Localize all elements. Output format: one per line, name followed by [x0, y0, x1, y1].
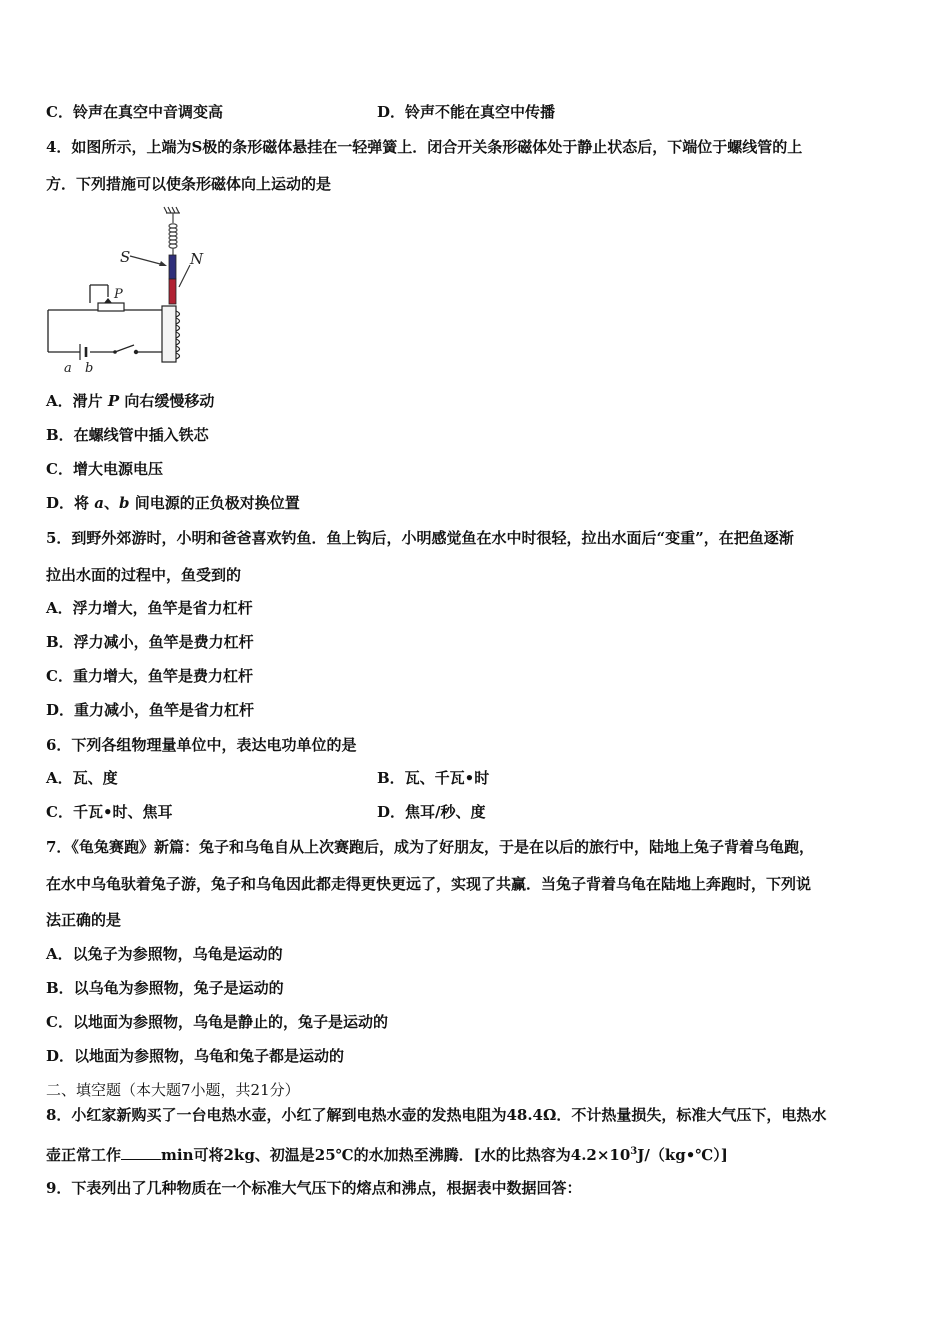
- q6-stem: 6．下列各组物理量单位中，表达电功单位的是: [46, 736, 357, 754]
- arrow-n-line: [179, 265, 190, 287]
- q7-option-d: D．以地面为参照物，乌龟和兔子都是运动的: [46, 1047, 345, 1065]
- q5-option-b: B．浮力减小，鱼竿是费力杠杆: [46, 633, 254, 651]
- q4-option-b: B．在螺线管中插入铁芯: [46, 426, 209, 444]
- arrow-s-head: [159, 261, 167, 266]
- q4-option-c: C．增大电源电压: [46, 460, 163, 478]
- arrow-s-line: [130, 256, 164, 265]
- q3-option-d: D．铃声不能在真空中传播: [377, 103, 556, 121]
- q5-option-a: A．浮力增大，鱼竿是省力杠杆: [46, 599, 253, 617]
- q8-answer-blank: [121, 1145, 161, 1160]
- bar-magnet-s-pole: [169, 255, 176, 279]
- q7-option-c: C．以地面为参照物，乌龟是静止的，兔子是运动的: [46, 1013, 388, 1031]
- circuit-wires: [48, 285, 162, 352]
- label-b: b: [85, 361, 94, 376]
- q5-option-d: D．重力减小，鱼竿是省力杠杆: [46, 701, 255, 719]
- switch-contact-left: [113, 350, 117, 354]
- q7-stem-line1: 7．《龟兔赛跑》新篇：兔子和乌龟自从上次赛跑后，成为了好朋友，于是在以后的旅行中，陆地上兔子背着乌龟跑，: [46, 838, 814, 856]
- solenoid: [162, 306, 176, 362]
- label-n: N: [190, 250, 204, 268]
- spring: [169, 213, 177, 255]
- q7-stem-line3: 法正确的是: [46, 911, 122, 929]
- bar-magnet-n-pole: [169, 279, 176, 304]
- q7-option-a: A．以兔子为参照物，乌龟是运动的: [46, 945, 283, 963]
- q8-stem-line2: 壶正常工作 min可将2kg、初温是25℃的水加热至沸腾．[水的比热容为$4.2\times 10^3J/(kg•℃)$]: [46, 1146, 728, 1164]
- q5-option-c: C．重力增大，鱼竿是费力杠杆: [46, 667, 253, 685]
- q8-stem-line1: 8．小红家新购买了一台电热水壶，小红了解到电热水壶的发热电阻为48.4Ω．不计热量损失，标准大气压下，电热水: [46, 1106, 827, 1124]
- q7-stem-line2: 在水中乌龟驮着兔子游，兔子和乌龟因此都走得更快更远了，实现了共赢．当兔子背着乌龟在陆地上奔跑时，下列说: [46, 875, 812, 893]
- q7-option-b: B．以乌龟为参照物，兔子是运动的: [46, 979, 284, 997]
- label-p: P: [114, 287, 123, 302]
- q6-option-b: B．瓦、千瓦•时: [377, 769, 490, 787]
- q4-option-a: A．滑片 P 向右缓慢移动: [46, 392, 215, 410]
- q5-stem-line2: 拉出水面的过程中，鱼受到的: [46, 566, 242, 584]
- label-s: S: [120, 248, 131, 266]
- slider-arrow: [104, 298, 112, 303]
- q4-stem-line2: 方．下列措施可以使条形磁体向上运动的是: [46, 175, 332, 193]
- switch-contact-right: [134, 350, 138, 354]
- q3-option-c: C．铃声在真空中音调变高: [46, 103, 223, 121]
- q4-circuit-figure: [40, 205, 240, 377]
- q6-option-c: C．千瓦•时、焦耳: [46, 803, 173, 821]
- q5-stem-line1: 5．到野外郊游时，小明和爸爸喜欢钓鱼．鱼上钩后，小明感觉鱼在水中时很轻，拉出水面后“变重”，在把鱼逐渐: [46, 529, 794, 547]
- q9-stem: 9．下表列出了几种物质在一个标准大气压下的熔点和沸点，根据表中数据回答：: [46, 1179, 582, 1197]
- q4-stem-line1: 4．如图所示，上端为S极的条形磁体悬挂在一轻弹簧上．闭合开关条形磁体处于静止状态后，下端位于螺线管的上: [46, 138, 803, 156]
- section-title-fill-in: 二、填空题（本大题7小题，共21分）: [46, 1081, 300, 1099]
- ceiling-hatch: [164, 207, 180, 213]
- q4-option-d: D．将 a、b 间电源的正负极对换位置: [46, 494, 300, 512]
- q6-option-a: A．瓦、度: [46, 769, 118, 787]
- label-a: a: [64, 361, 72, 376]
- rheostat: [98, 303, 124, 311]
- q6-option-d: D．焦耳/秒、度: [377, 803, 486, 821]
